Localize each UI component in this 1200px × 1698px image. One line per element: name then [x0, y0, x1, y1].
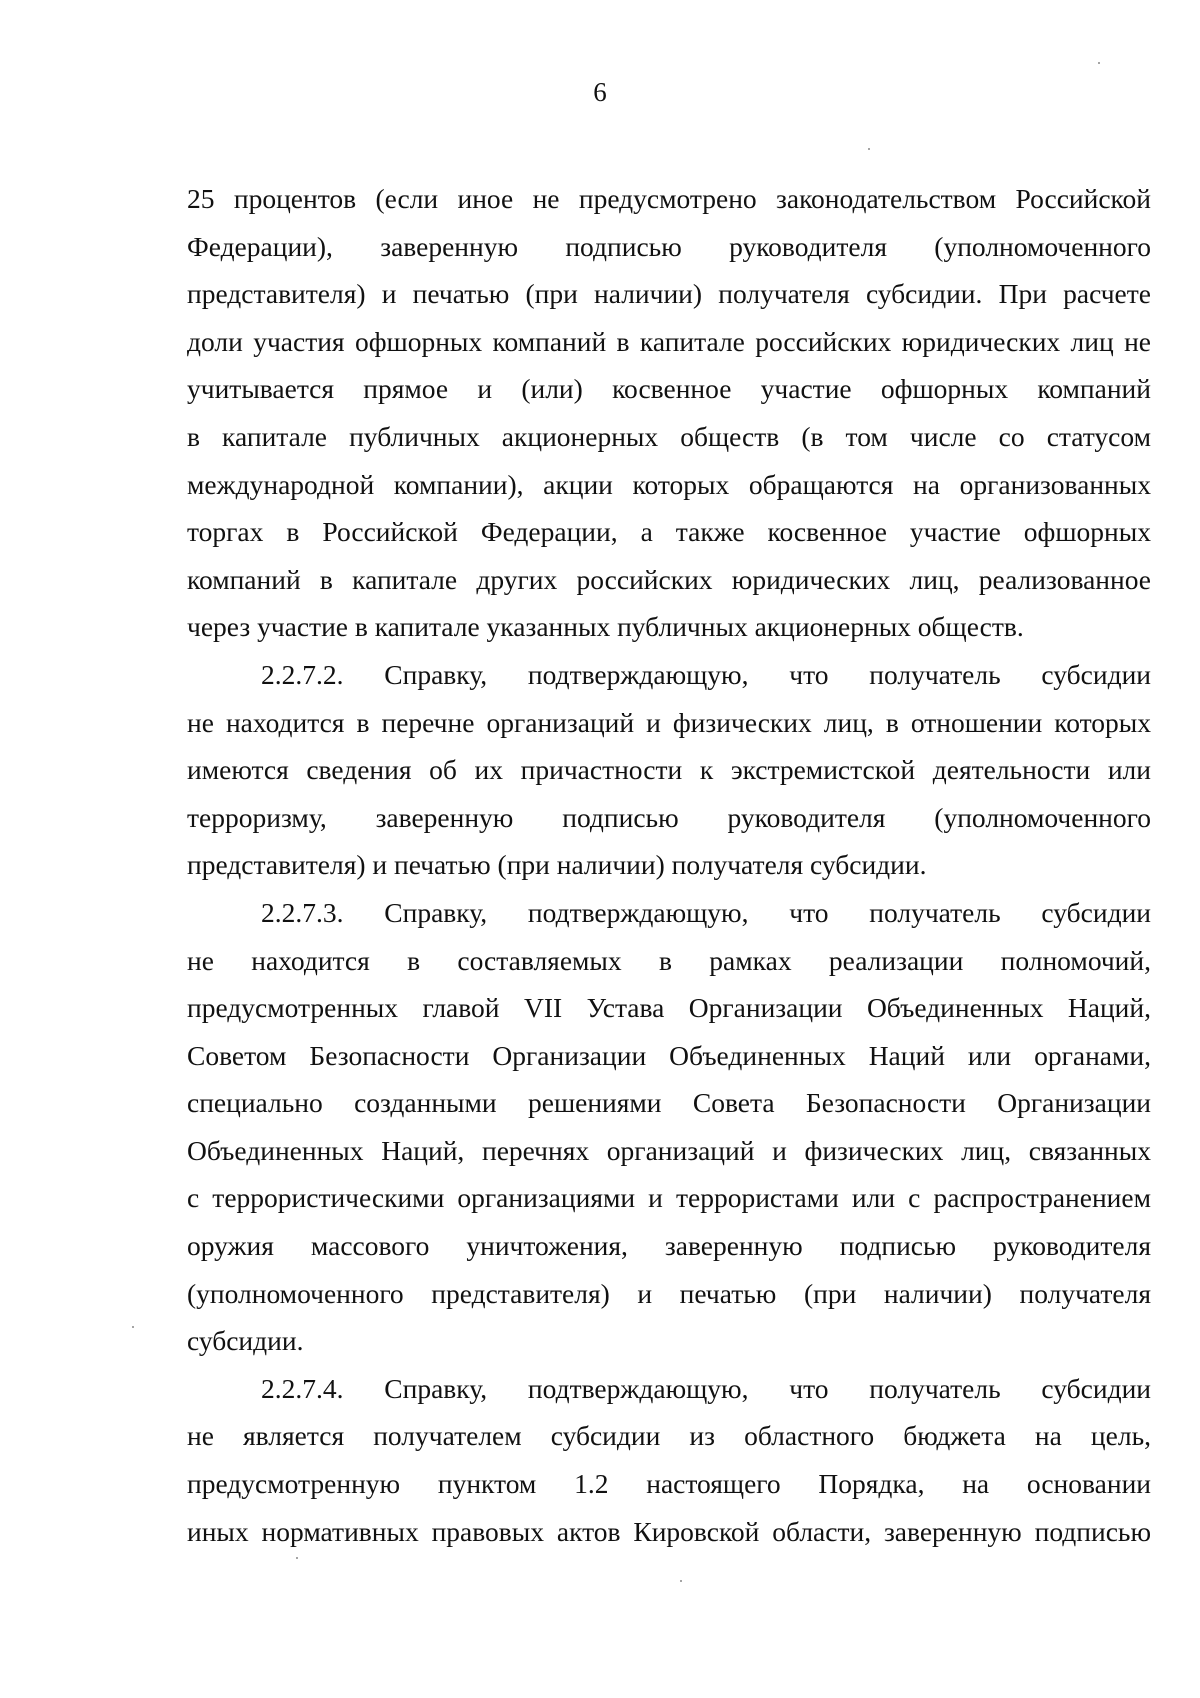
text-line: компаний в капитале других российских юридических лиц, реализованное: [187, 563, 1151, 595]
text-line: предусмотренных главой VII Устава Организации Объединенных Наций,: [187, 992, 1151, 1024]
text-line: не находится в составляемых в рамках реализации полномочий,: [187, 944, 1151, 976]
text-line: предусмотренную пунктом 1.2 настоящего Порядка, на основании: [187, 1468, 1151, 1500]
text-line: не является получателем субсидии из областного бюджета на цель,: [187, 1420, 1151, 1452]
scan-speck: [132, 1326, 134, 1328]
text-line: через участие в капитале указанных публичных акционерных обществ.: [187, 611, 1024, 643]
text-line: представителя) и печатью (при наличии) получателя субсидии. При расчете: [187, 278, 1151, 310]
text-line: (уполномоченного представителя) и печатью (при наличии) получателя: [187, 1277, 1151, 1309]
text-line: международной компании), акции которых обращаются на организованных: [187, 468, 1151, 500]
text-line: Федерации), заверенную подписью руководителя (уполномоченного: [187, 230, 1151, 262]
text-line: в капитале публичных акционерных обществ (в том числе со статусом: [187, 420, 1151, 452]
text-line: иных нормативных правовых актов Кировской области, заверенную подписью: [187, 1515, 1151, 1547]
text-line: имеются сведения об их причастности к экстремистской деятельности или: [187, 754, 1151, 786]
scan-speck: [680, 1580, 682, 1582]
text-line: не находится в перечне организаций и физических лиц, в отношении которых: [187, 706, 1151, 738]
text-line: 25 процентов (если иное не предусмотрено законодательством Российской: [187, 183, 1151, 214]
text-line: специально созданными решениями Совета Безопасности Организации: [187, 1087, 1151, 1119]
paragraph-first-line: 2.2.7.2. Справку, подтверждающую, что получатель субсидии: [261, 658, 1151, 690]
text-line: торгах в Российской Федерации, а также косвенное участие офшорных: [187, 516, 1151, 548]
text-line: Объединенных Наций, перечнях организаций и физических лиц, связанных: [187, 1134, 1151, 1166]
text-line: представителя) и печатью (при наличии) получателя субсидии.: [187, 849, 927, 881]
paragraph-first-line: 2.2.7.3. Справку, подтверждающую, что получатель субсидии: [261, 896, 1151, 928]
paragraph-first-line: 2.2.7.4. Справку, подтверждающую, что получатель субсидии: [261, 1372, 1151, 1404]
text-line: оружия массового уничтожения, заверенную подписью руководителя: [187, 1230, 1151, 1262]
text-line: доли участия офшорных компаний в капитале российских юридических лиц не: [187, 325, 1151, 357]
document-body: [187, 175, 1151, 1555]
page-number: 6: [593, 77, 607, 107]
text-line: субсидии.: [187, 1325, 304, 1357]
text-line: Советом Безопасности Организации Объединенных Наций или органами,: [187, 1039, 1151, 1071]
text-line: учитывается прямое и (или) косвенное участие офшорных компаний: [187, 373, 1151, 405]
text-line: терроризму, заверенную подписью руководителя (уполномоченного: [187, 801, 1151, 833]
scan-speck: [868, 148, 870, 150]
scan-speck: [296, 1557, 298, 1559]
scan-speck: [1098, 62, 1100, 64]
text-line: с террористическими организациями и террористами или с распространением: [187, 1182, 1151, 1214]
